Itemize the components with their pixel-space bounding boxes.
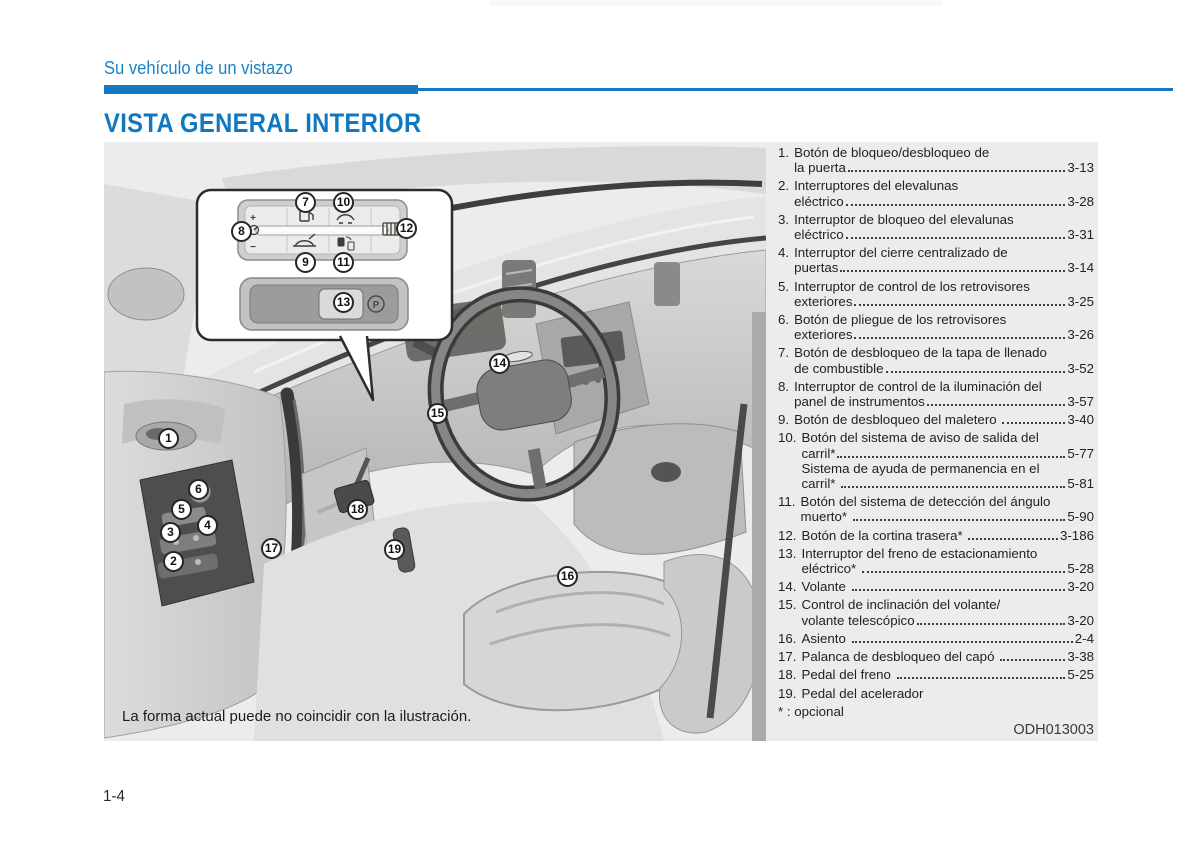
legend-item [778, 649, 1094, 664]
legend-item-label: Palanca de desbloqueo del capó [801, 649, 999, 665]
dot-leader [852, 641, 1073, 643]
legend-item-number: 19. [778, 685, 797, 701]
legend-item-label: de combustible [794, 360, 884, 376]
legend-item-label: eléctrico [794, 227, 844, 243]
legend-item-label: Interruptor de control de los retrovisores [794, 278, 1030, 294]
legend-item-page: 5-90 [1067, 509, 1094, 525]
dot-leader [841, 486, 1065, 488]
callout-10: 10 [333, 192, 354, 213]
legend-item-label: Botón del sistema de aviso de salida del [801, 430, 1039, 446]
dot-leader [840, 270, 1065, 272]
legend-item-page: 3-14 [1067, 260, 1094, 276]
legend-item-label: exteriores [794, 327, 853, 343]
legend-item-number: 18. [778, 667, 797, 683]
legend-item [778, 686, 1094, 701]
legend-item-label: Botón de pliegue de los retrovisores [794, 312, 1007, 328]
page-edge-artifact [490, 0, 942, 6]
legend-item-number: 10. [778, 430, 797, 446]
legend-item-label: eléctrico [794, 193, 844, 209]
b-pillar [752, 312, 766, 741]
legend-item-label: Interruptores del elevalunas [794, 178, 959, 194]
callout-4: 4 [197, 515, 218, 536]
svg-text:−: − [250, 242, 256, 253]
dot-leader [1000, 659, 1065, 661]
callout-11: 11 [333, 252, 354, 273]
legend-item-page: 5-77 [1067, 445, 1094, 461]
callout-17: 17 [261, 538, 282, 559]
legend-item-label: Interruptor del freno de estacionamiento [801, 545, 1038, 561]
callout-3: 3 [160, 522, 181, 543]
dot-leader [854, 304, 1065, 306]
legend-item-number: 6. [778, 312, 790, 328]
legend-item-number: 14. [778, 579, 797, 595]
figure-code: ODH013003 [1013, 722, 1094, 738]
legend-item-page: 3-28 [1067, 193, 1094, 209]
legend-item-page: 3-26 [1067, 327, 1094, 343]
legend-item-page: 3-40 [1067, 412, 1094, 428]
callout-1: 1 [158, 428, 179, 449]
legend-item-number: 2. [778, 178, 790, 194]
callout-5: 5 [171, 499, 192, 520]
legend-item-page: 2-4 [1074, 630, 1094, 646]
legend-item-label: Sistema de ayuda de permanencia en el [801, 460, 1040, 476]
legend-item-page: 3-52 [1067, 360, 1094, 376]
legend-item [778, 631, 1094, 646]
legend-item-label: muerto* [800, 509, 851, 525]
svg-text:P: P [372, 300, 380, 311]
dot-leader [897, 677, 1066, 679]
dot-leader [846, 204, 1066, 206]
parking-brake-switch-panel [240, 278, 408, 330]
legend-item-number: 11. [778, 494, 796, 510]
legend-item-label: Control de inclinación del volante/ [801, 597, 1001, 613]
figure-caption: La forma actual puede no coincidir con la ilustración. [122, 708, 472, 725]
legend-item-number: 7. [778, 345, 790, 361]
legend-item-page: 3-25 [1067, 293, 1094, 309]
legend-item-page: 5-81 [1067, 476, 1094, 492]
legend-item-label: Interruptor de bloqueo del elevalunas [794, 211, 1014, 227]
switch-slot [256, 226, 388, 235]
legend-item-label: eléctrico* [801, 561, 860, 577]
legend-item-label: panel de instrumentos [794, 394, 925, 410]
legend-item-label: Botón de desbloqueo de la tapa de llenado [794, 345, 1047, 361]
exterior-mirror [108, 268, 184, 320]
legend-item-page: 3-20 [1067, 579, 1094, 595]
callout-14: 14 [489, 353, 510, 374]
dot-leader [968, 538, 1058, 540]
svg-text:+: + [250, 213, 256, 224]
legend-item-label: exteriores [794, 293, 853, 309]
heading-underline-thin [418, 88, 1173, 91]
interior-illustration [104, 142, 766, 741]
dot-leader [846, 237, 1066, 239]
interior-drawing [104, 142, 766, 741]
legend-item-label: volante telescópico [801, 612, 915, 628]
legend-item-number: 8. [778, 378, 790, 394]
legend-item-number: 15. [778, 597, 797, 613]
legend-item-number: 12. [778, 527, 797, 543]
legend-item-label: Botón de desbloqueo del maletero [794, 412, 1001, 428]
legend-item [778, 430, 1094, 491]
legend-item [778, 379, 1094, 409]
callout-18: 18 [347, 499, 368, 520]
legend-item-label: carril* [801, 476, 840, 492]
legend-item-label: la puerta [794, 160, 846, 176]
legend-item-number: 5. [778, 278, 790, 294]
legend-item [778, 145, 1094, 175]
legend-item-label: Botón de bloqueo/desbloqueo de [794, 145, 990, 160]
legend-item [778, 546, 1094, 576]
legend-item-page: 3-20 [1067, 612, 1094, 628]
legend-item-number: 9. [778, 412, 790, 428]
legend-item-label: Interruptor del cierre centralizado de [794, 245, 1008, 261]
legend-item [778, 345, 1094, 375]
legend-item-label: puertas [794, 260, 839, 276]
legend-item [778, 279, 1094, 309]
callout-12: 12 [396, 218, 417, 239]
legend-item [778, 178, 1094, 208]
legend-item-page: 3-38 [1067, 649, 1094, 665]
legend-item-number: 16. [778, 630, 797, 646]
legend-item-number: 1. [778, 145, 790, 160]
dot-leader [837, 456, 1065, 458]
legend-item-label: carril* [801, 445, 836, 461]
legend-item-label: Pedal del acelerador [801, 685, 924, 701]
legend-item-number: 4. [778, 245, 790, 261]
legend-item-page: 3-57 [1067, 394, 1094, 410]
heading-underline-thick [104, 85, 418, 94]
legend-item-label: Pedal del freno [801, 667, 895, 683]
dot-leader [917, 623, 1066, 625]
gear-shifter [651, 462, 681, 482]
callout-16: 16 [557, 566, 578, 587]
page-title: VISTA GENERAL INTERIOR [104, 108, 422, 138]
legend-item-label: Asiento [801, 630, 850, 646]
callout-15: 15 [427, 403, 448, 424]
callout-8: 8 [231, 221, 252, 242]
legend-item-page: 5-25 [1067, 667, 1094, 683]
legend-item [778, 528, 1094, 543]
legend-footnote: * : opcional [778, 703, 844, 719]
legend-item [778, 312, 1094, 342]
legend-item-label: Interruptor de control de la iluminación del [794, 378, 1042, 394]
callout-9: 9 [295, 252, 316, 273]
legend-item-page: 5-28 [1067, 561, 1094, 577]
dot-leader [927, 404, 1065, 406]
legend-item [778, 212, 1094, 242]
legend-list [778, 145, 1094, 719]
legend-item-number: 17. [778, 649, 797, 665]
legend-item [778, 667, 1094, 682]
callout-6: 6 [188, 479, 209, 500]
legend-item [778, 245, 1094, 275]
legend-item-number: 3. [778, 211, 790, 227]
legend-item [778, 597, 1094, 627]
legend-item-page: 3-13 [1067, 160, 1094, 176]
legend-item-label: Volante [801, 579, 850, 595]
legend-item [778, 494, 1094, 524]
page-number: 1-4 [103, 788, 125, 805]
dot-leader [853, 519, 1066, 521]
callout-13: 13 [333, 292, 354, 313]
legend-item [778, 579, 1094, 594]
chapter-heading: Su vehículo de un vistazo [104, 58, 293, 78]
callout-19: 19 [384, 539, 405, 560]
driver-switch-panel [238, 200, 407, 260]
dot-leader [1002, 422, 1065, 424]
dot-leader [854, 337, 1065, 339]
legend-item-page: 3-31 [1067, 227, 1094, 243]
callout-7: 7 [295, 192, 316, 213]
callout-2: 2 [163, 551, 184, 572]
figure-panel [104, 142, 1098, 741]
dot-leader [886, 371, 1066, 373]
dot-leader [862, 571, 1065, 573]
legend-item [778, 412, 1094, 427]
dot-leader [848, 170, 1066, 172]
legend-item-page: 3-186 [1059, 527, 1094, 543]
dot-leader [852, 589, 1066, 591]
legend-item-label: Botón de la cortina trasera* [801, 527, 967, 543]
legend-item-label: Botón del sistema de detección del ángulo [800, 494, 1051, 510]
legend-item-number: 13. [778, 545, 797, 561]
